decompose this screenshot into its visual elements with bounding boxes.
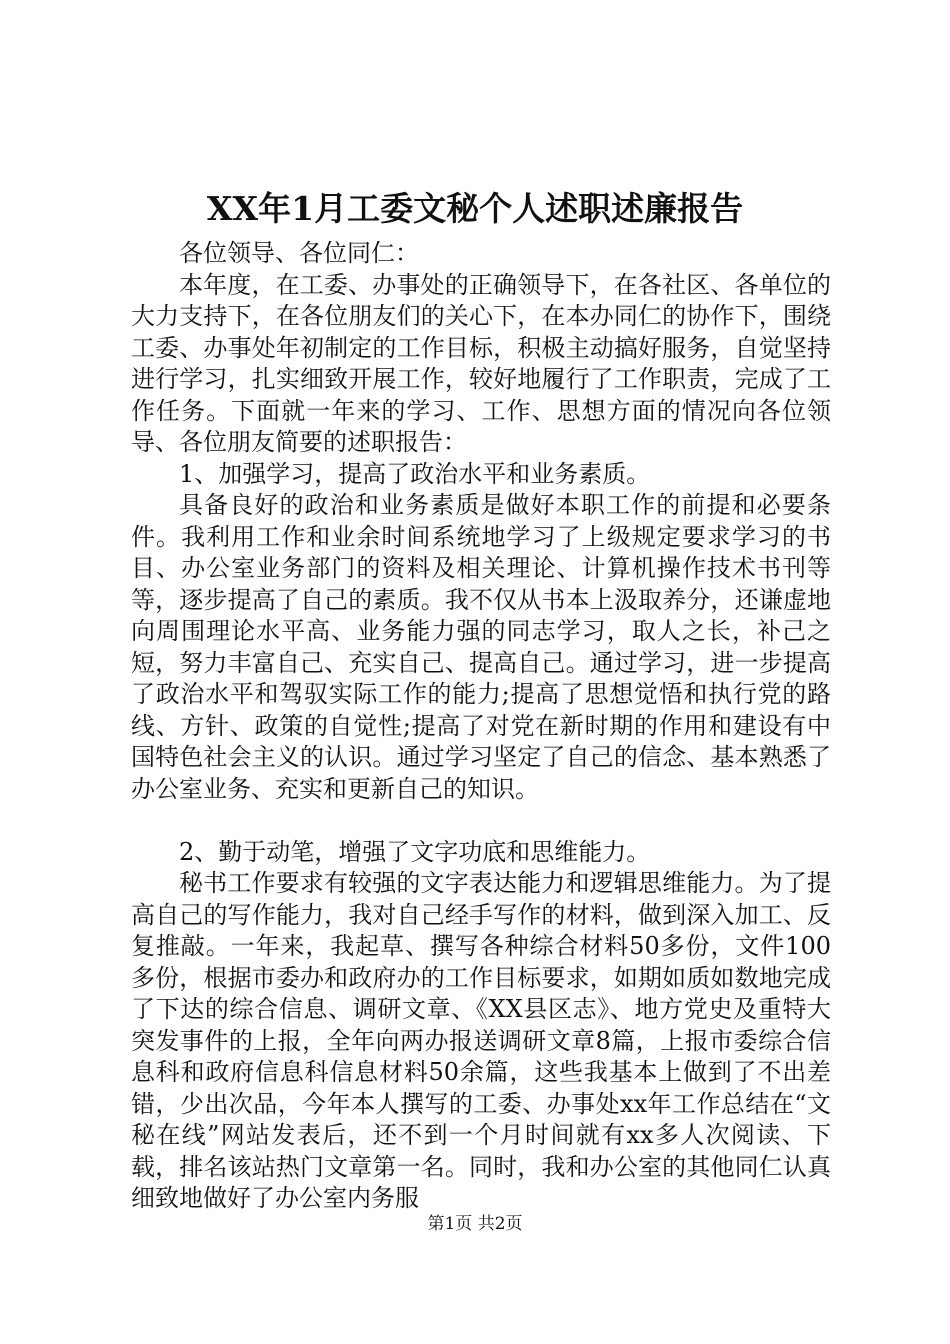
section-paragraph-1: 具备良好的政治和业务素质是做好本职工作的前提和必要条件。我利用工作和业余时间系统地学习了上级规定要求学习的书目、办公室业务部门的资料及相关理论、计算机操作技术书刊等等，逐步提高了自己的素质。我不仅从书本上汲取养分，还谦虚地向周围理论水平高、业务能力强的同志学习，取人之长，补己之短，努力丰富自己、充实自己、提高自己。通过学习，进一步提高了政治水平和驾驭实际工作的能力;提高了思想觉悟和执行党的路线、方针、政策的自觉性;提高了对党在新时期的作用和建设有中国特色社会主义的认识。通过学习坚定了自己的信念、基本熟悉了办公室业务、充实和更新自己的知识。 [131, 491, 831, 803]
document-body [131, 238, 831, 1215]
section-heading-2: 2、勤于动笔，增强了文字功底和思维能力。 [179, 837, 651, 866]
page-number: 第1页 共2页 [427, 1214, 523, 1234]
section-heading-1: 1、加强学习，提高了政治水平和业务素质。 [179, 459, 651, 488]
salutation: 各位领导、各位同仁： [179, 239, 419, 267]
document-title: XX年1月工委文秘个人述职述廉报告 [206, 189, 744, 228]
section-paragraph-2: 秘书工作要求有较强的文字表达能力和逻辑思维能力。为了提高自己的写作能力，我对自己经手写作的材料，做到深入加工、反复推敲。一年来，我起草、撰写各种综合材料50多份，文件100多份，根据市委办和政府办的工作目标要求，如期如质如数地完成了下达的综合信息、调研文章、《XX县区志》、地方党史及重特大突发事件的上报，全年向两办报送调研文章8篇，上报市委综合信息科和政府信息科信息材料50余篇，这些我基本上做到了不出差错，少出次品，今年本人撰写的工委、办事处xx年工作总结在“文秘在线”网站发表后，还不到一个月时间就有xx多人次阅读、下载，排名该站热门文章第一名。同时，我和办公室的其他同仁认真细致地做好了办公室内务服 [131, 869, 831, 1212]
intro-paragraph: 本年度，在工委、办事处的正确领导下，在各社区、各单位的大力支持下，在各位朋友们的关心下，在本办同仁的协作下，围绕工委、办事处年初制定的工作目标，积极主动搞好服务，自觉坚持进行学习，扎实细致开展工作，较好地履行了工作职责，完成了工作任务。下面就一年来的学习、工作、思想方面的情况向各位领导、各位朋友简要的述职报告： [131, 270, 831, 456]
